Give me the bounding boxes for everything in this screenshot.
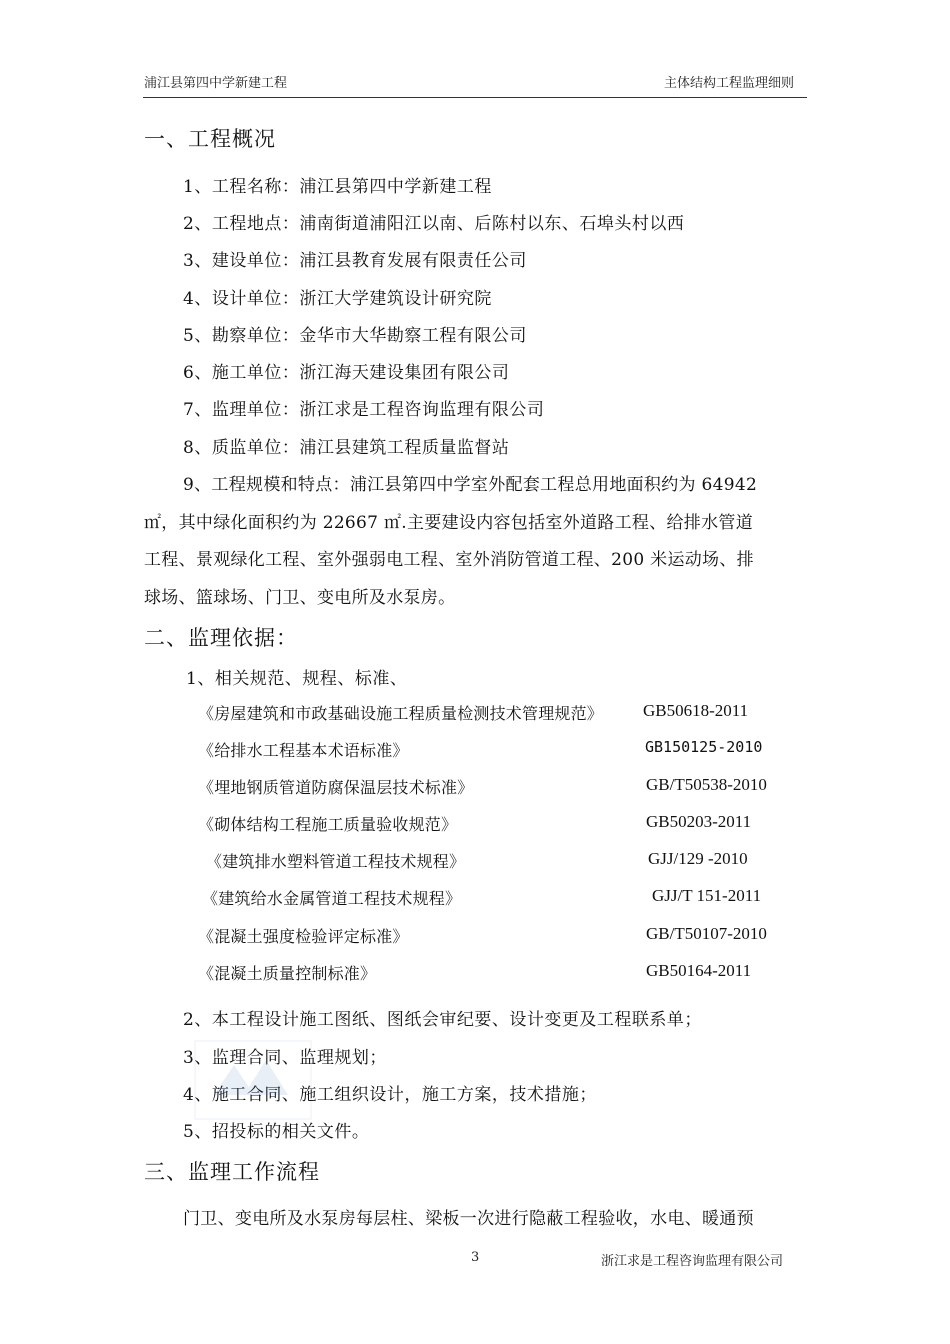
standard-code: GJJ/129 -2010 bbox=[648, 849, 748, 868]
standard-title: 《给排水工程基本术语标准》 bbox=[198, 741, 409, 760]
standard-code: GB/T50107-2010 bbox=[646, 924, 767, 943]
scale-paragraph-line: 工程、景观绿化工程、室外强弱电工程、室外消防管道工程、200 米运动场、排 bbox=[144, 550, 754, 570]
scale-paragraph-line: ㎡，其中绿化面积约为 22667 ㎡.主要建设内容包括室外道路工程、给排水管道 bbox=[144, 513, 753, 533]
scale-paragraph-line: 球场、篮球场、门卫、变电所及水泵房。 bbox=[144, 588, 456, 608]
header-left-title: 浦江县第四中学新建工程 bbox=[144, 76, 288, 91]
standard-title: 《混凝土质量控制标准》 bbox=[198, 964, 377, 983]
overview-item: 4、设计单位：浙江大学建筑设计研究院 bbox=[183, 289, 492, 309]
standard-code: GB50164-2011 bbox=[646, 961, 752, 980]
standard-code: GJJ/T 151-2011 bbox=[652, 886, 762, 905]
watermark-logo bbox=[194, 1040, 312, 1120]
standard-title: 《砌体结构工程施工质量验收规范》 bbox=[198, 815, 458, 834]
overview-item: 5、勘察单位：金华市大华勘察工程有限公司 bbox=[183, 326, 527, 346]
workflow-paragraph-line: 门卫、变电所及水泵房每层柱、梁板一次进行隐蔽工程验收，水电、暖通预 bbox=[183, 1209, 754, 1229]
standard-title: 《建筑给水金属管道工程技术规程》 bbox=[202, 889, 462, 908]
basis-item: 2、本工程设计施工图纸、图纸会审纪要、设计变更及工程联系单； bbox=[183, 1010, 702, 1030]
basis-subheading: 1、相关规范、规程、标准、 bbox=[186, 669, 408, 689]
overview-item: 3、建设单位：浦江县教育发展有限责任公司 bbox=[183, 251, 527, 271]
basis-item: 4、施工合同、施工组织设计，施工方案，技术措施； bbox=[183, 1085, 597, 1105]
page-number: 3 bbox=[471, 1250, 480, 1265]
basis-item: 3、监理合同、监理规划； bbox=[183, 1048, 387, 1068]
overview-item: 1、工程名称：浦江县第四中学新建工程 bbox=[183, 177, 492, 197]
standard-code: GB/T50538-2010 bbox=[646, 775, 767, 794]
section-title-basis: 二、监理依据： bbox=[144, 626, 298, 650]
section-title-overview: 一、工程概况 bbox=[144, 127, 276, 151]
overview-item: 7、监理单位：浙江求是工程咨询监理有限公司 bbox=[183, 400, 545, 420]
standard-title: 《混凝土强度检验评定标准》 bbox=[198, 927, 409, 946]
standard-code: GB50203-2011 bbox=[646, 812, 752, 831]
footer-company: 浙江求是工程咨询监理有限公司 bbox=[601, 1254, 784, 1269]
standard-title: 《建筑排水塑料管道工程技术规程》 bbox=[206, 852, 466, 871]
standard-title: 《房屋建筑和市政基础设施工程质量检测技术管理规范》 bbox=[198, 704, 604, 723]
scale-paragraph-line: 9、工程规模和特点：浦江县第四中学室外配套工程总用地面积约为 64942 bbox=[183, 475, 758, 495]
overview-item: 2、工程地点：浦南街道浦阳江以南、后陈村以东、石埠头村以西 bbox=[183, 214, 685, 234]
overview-item: 8、质监单位：浦江县建筑工程质量监督站 bbox=[183, 438, 510, 458]
overview-item: 6、施工单位：浙江海天建设集团有限公司 bbox=[183, 363, 510, 383]
header-divider bbox=[143, 97, 807, 98]
section-title-workflow: 三、监理工作流程 bbox=[144, 1160, 320, 1184]
standard-code: GB150125-2010 bbox=[645, 738, 763, 756]
basis-item: 5、招投标的相关文件。 bbox=[183, 1122, 370, 1142]
header-right-title: 主体结构工程监理细则 bbox=[664, 76, 795, 91]
standard-code: GB50618-2011 bbox=[643, 701, 749, 720]
standard-title: 《埋地钢质管道防腐保温层技术标准》 bbox=[198, 778, 474, 797]
